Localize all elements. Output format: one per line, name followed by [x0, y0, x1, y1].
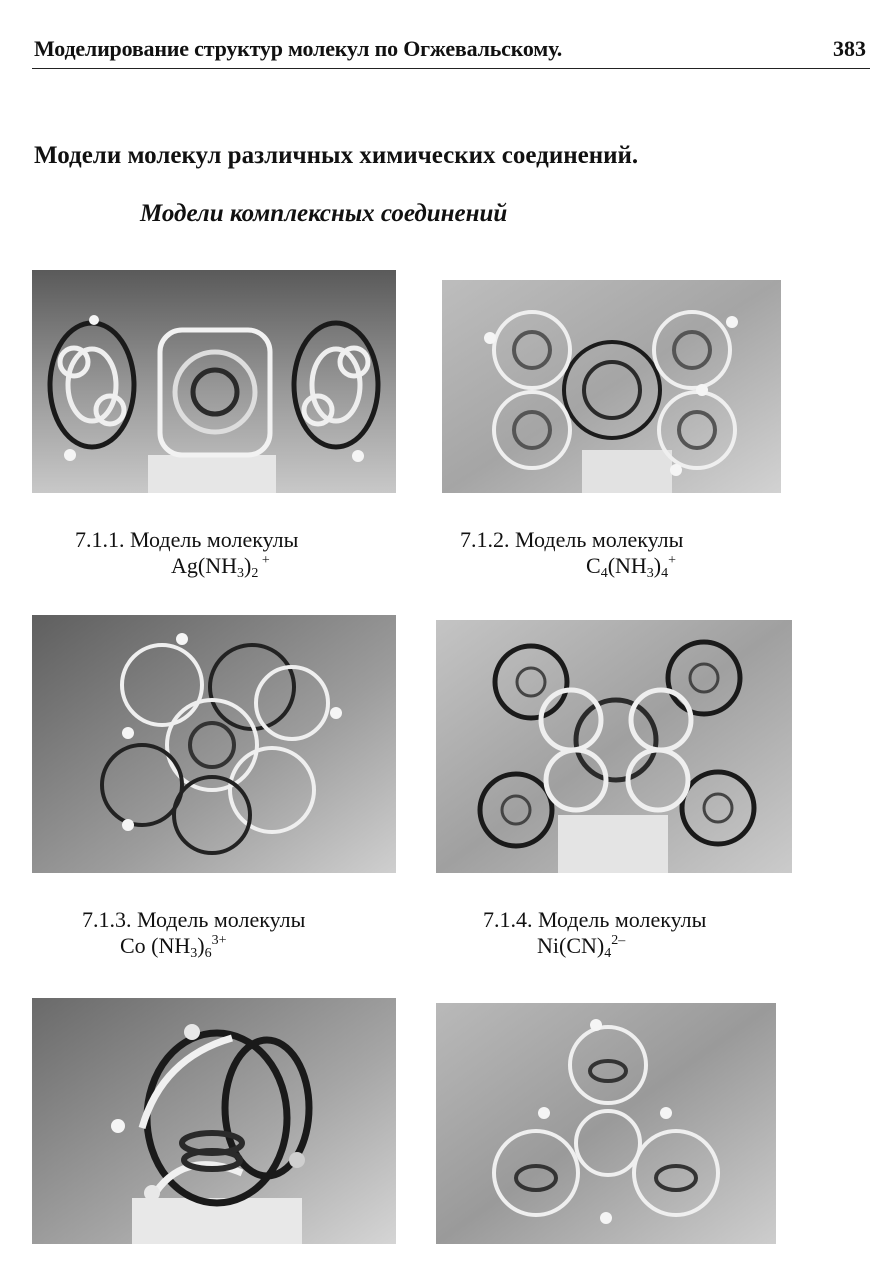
formula: $C_4(NH_3)_4^+$	[586, 553, 677, 581]
caption-text: 7.1.4. Модель молекулы	[483, 907, 707, 932]
photo-model-co-nh3-6	[32, 615, 396, 873]
formula: $Ni(CN)_4^{2-}$	[537, 933, 626, 961]
caption-text: 7.1.2. Модель молекулы	[460, 527, 684, 552]
photo-co-svg	[32, 615, 396, 873]
section-title: Модели молекул различных химических соединений.	[34, 142, 639, 169]
photo-6-svg	[436, 1003, 776, 1244]
photo-model-c4-nh3-4	[442, 280, 781, 493]
figure-caption-7-1-3	[82, 907, 305, 959]
figure-caption-7-1-1	[75, 527, 298, 579]
formula: $Ag(NH_3)_2$ +	[171, 553, 270, 581]
photo-5-svg	[32, 998, 396, 1244]
running-title: Моделирование структур молекул по Огжевальскому.	[34, 36, 562, 61]
photo-model-ag-nh3-2	[32, 270, 396, 493]
page-number: 383	[833, 36, 866, 61]
photo-model-5	[32, 998, 396, 1244]
figure-caption-7-1-4	[483, 907, 706, 959]
subsection-title: Модели комплексных соединений	[140, 200, 508, 227]
formula: Co $(NH_3)_6^{3+}$	[120, 933, 227, 961]
figure-caption-7-1-2	[460, 527, 683, 579]
photo-c4-svg	[442, 280, 781, 493]
caption-text: 7.1.3. Модель молекулы	[82, 907, 306, 932]
photo-model-6	[436, 1003, 776, 1244]
photo-ag-svg	[32, 270, 396, 493]
photo-ni-svg	[436, 620, 792, 873]
caption-text: 7.1.1. Модель молекулы	[75, 527, 299, 552]
photo-model-ni-cn-4	[436, 620, 792, 873]
running-head	[32, 34, 870, 69]
